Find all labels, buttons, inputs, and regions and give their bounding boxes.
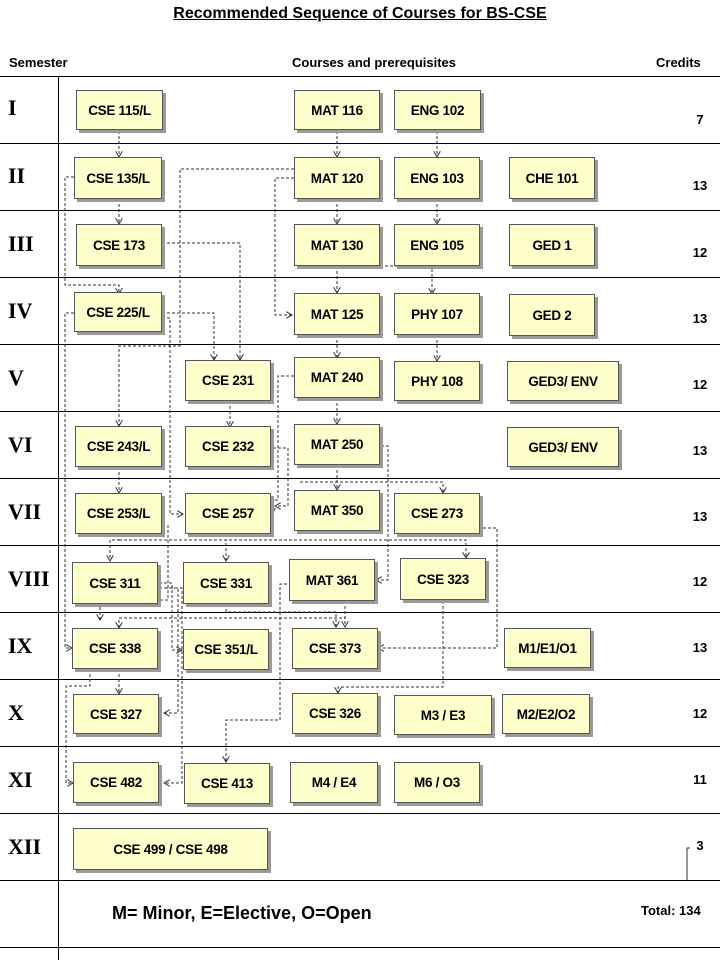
course-cse499-cse498: CSE 499 / CSE 498 — [73, 828, 268, 870]
semester-header: Semester — [9, 55, 68, 70]
credits-value: 13 — [692, 509, 708, 524]
course-cse232: CSE 232 — [185, 426, 271, 467]
course-m2-e2-o2: M2/E2/O2 — [502, 694, 590, 734]
course-cse243: CSE 243/L — [75, 426, 162, 467]
semester-label: XII — [8, 834, 42, 859]
course-mat130: MAT 130 — [294, 224, 380, 266]
semester-label: XI — [8, 767, 33, 792]
course-m3-e3: M3 / E3 — [394, 695, 492, 735]
course-mat350: MAT 350 — [294, 490, 380, 531]
course-cse253: CSE 253/L — [75, 493, 162, 534]
credits-value: 12 — [692, 706, 708, 721]
course-cse257: CSE 257 — [185, 493, 271, 534]
course-mat361: MAT 361 — [289, 559, 375, 601]
semester-label: IV — [8, 298, 33, 323]
arrow-mat361-cse338 — [119, 606, 345, 628]
course-m1-e1-o1: M1/E1/O1 — [504, 628, 591, 668]
course-m4-e4: M4 / E4 — [290, 762, 378, 803]
course-mat125: MAT 125 — [294, 293, 380, 335]
course-cse115: CSE 115/L — [76, 90, 163, 130]
course-mat120: MAT 120 — [294, 157, 380, 199]
page-title: Recommended Sequence of Courses for BS-CSE — [173, 5, 547, 22]
course-ged3-env-v: GED3/ ENV — [507, 361, 619, 401]
credits-tick-mark — [687, 848, 690, 880]
course-mat116: MAT 116 — [294, 90, 380, 130]
course-cse338: CSE 338 — [72, 628, 158, 669]
credits-header: Credits — [656, 55, 701, 70]
course-cse373: CSE 373 — [292, 628, 378, 669]
credits-value: 12 — [692, 574, 708, 589]
arrow-cse273-cse323 — [119, 540, 466, 558]
semester-label: VI — [8, 432, 33, 457]
semester-label: III — [8, 231, 34, 256]
semester-label: II — [8, 163, 26, 188]
course-ged2: GED 2 — [509, 294, 595, 336]
course-eng103: ENG 103 — [394, 157, 480, 199]
semester-label: IX — [8, 633, 33, 658]
arrow-mat361-cse413 — [226, 584, 292, 762]
arrow-mat130-phy107 — [360, 266, 432, 294]
course-cse326: CSE 326 — [292, 693, 378, 734]
arrow-cse331-cse373 — [226, 604, 336, 627]
arrow-cse311-cse482 — [164, 588, 182, 783]
semester-label: V — [8, 365, 24, 390]
course-cse327: CSE 327 — [73, 694, 159, 734]
arrow-cse253-cse331 — [119, 540, 226, 561]
course-cse135: CSE 135/L — [74, 157, 162, 199]
legend: M= Minor, E=Elective, O=Open — [112, 903, 372, 923]
credits-value: 13 — [692, 640, 708, 655]
credits-value: 13 — [692, 178, 708, 193]
credits-value: 11 — [693, 772, 707, 787]
credits-value: 7 — [696, 112, 704, 127]
total-credits: Total: 134 — [641, 903, 701, 918]
course-cse323: CSE 323 — [400, 558, 486, 600]
semester-label: VIII — [8, 566, 50, 591]
semester-label: X — [8, 700, 24, 725]
semester-label: I — [8, 95, 17, 120]
course-cse173: CSE 173 — [76, 224, 162, 266]
course-ged3-env-vi: GED3/ ENV — [507, 427, 619, 467]
course-cse331: CSE 331 — [183, 562, 269, 604]
credits-value: 13 — [692, 443, 708, 458]
arrow-cse173-cse231 — [162, 243, 240, 360]
course-cse273: CSE 273 — [394, 493, 480, 534]
credits-value: 3 — [696, 838, 704, 853]
course-cse351: CSE 351/L — [183, 629, 269, 670]
course-che101: CHE 101 — [509, 157, 595, 199]
course-cse311: CSE 311 — [72, 562, 158, 604]
course-cse413: CSE 413 — [184, 763, 270, 804]
course-phy108: PHY 108 — [394, 361, 480, 401]
courses-header: Courses and prerequisites — [292, 55, 456, 70]
course-ged1: GED 1 — [509, 224, 595, 266]
course-cse231: CSE 231 — [185, 360, 271, 401]
credits-value: 13 — [692, 311, 708, 326]
arrow-cse311-cse327 — [159, 588, 178, 713]
arrow-cse311-cse351 — [159, 583, 182, 650]
arrow-mat240-cse257 — [272, 376, 294, 514]
course-cse482: CSE 482 — [73, 762, 159, 803]
course-m6-o3: M6 / O3 — [394, 762, 480, 803]
arrow-mat120-mat125 — [275, 178, 294, 315]
credits-value: 12 — [692, 377, 708, 392]
credits-value: 12 — [692, 245, 708, 260]
course-cse225: CSE 225/L — [74, 292, 162, 332]
arrow-cse225-cse257 — [162, 318, 183, 514]
semester-label: VII — [8, 499, 42, 524]
arrow-cse253-cse311 — [110, 534, 119, 561]
course-mat250: MAT 250 — [294, 424, 380, 465]
course-mat240: MAT 240 — [294, 357, 380, 398]
course-phy107: PHY 107 — [394, 293, 480, 335]
course-eng102: ENG 102 — [394, 90, 481, 130]
course-eng105: ENG 105 — [394, 224, 480, 266]
